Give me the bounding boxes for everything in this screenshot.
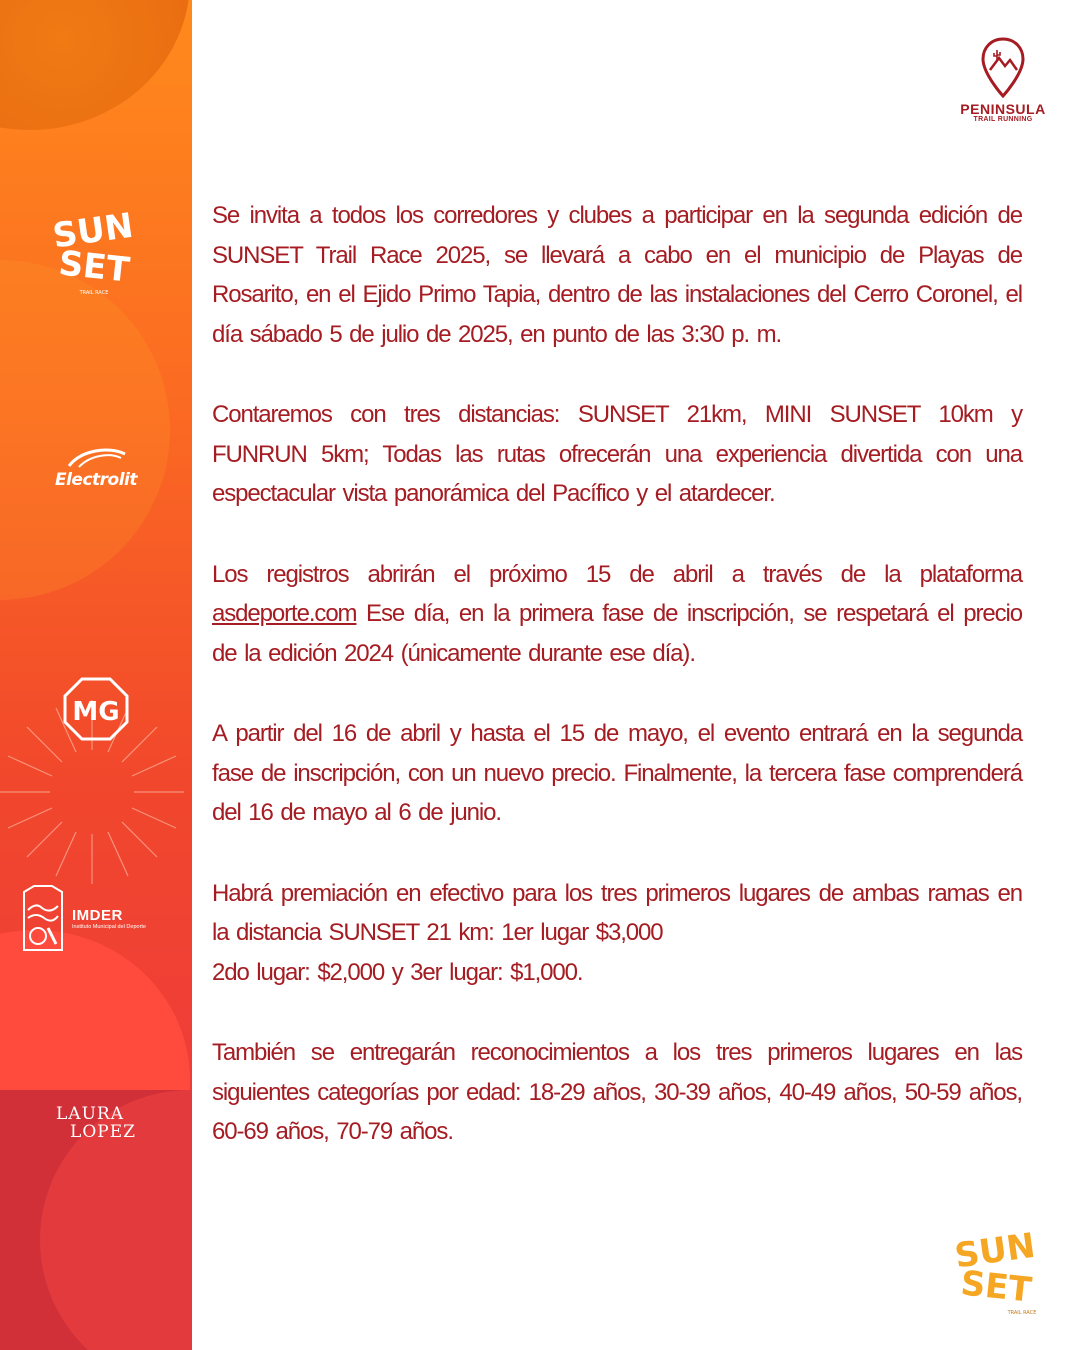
laura-lopez-logo — [30, 1096, 150, 1150]
sunset-footer-line1: SUN — [952, 1225, 1038, 1277]
sunset-footer-tag: TRAIL RACE — [1007, 1310, 1037, 1316]
sponsor-strip — [0, 0, 192, 1350]
laura-lopez-line1: LAURA — [56, 1104, 124, 1124]
sunset-footer-line2: SET — [958, 1263, 1034, 1311]
registration-text-before: Los registros abrirán el próximo 15 de abril a través de la plataforma — [212, 560, 1022, 588]
asdeporte-link[interactable]: asdeporte.com — [212, 600, 357, 627]
sunset-footer-icon — [948, 1218, 1044, 1318]
paragraph-registration — [212, 555, 1022, 674]
imder-subtitle: Instituto Municipal del Deporte — [72, 923, 146, 930]
peninsula-logo — [946, 36, 1060, 132]
decorative-circle — [0, 0, 190, 130]
electrolit-wordmark: Electrolit — [54, 470, 138, 490]
paragraph-distances: Contaremos con tres distancias: SUNSET 21km, MINI SUNSET 10km y FUNRUN 5km; Todas las rutas ofrecerán una experiencia divertida con una espectacular vista panorámica del Pacífico y el atardecer. — [212, 401, 1022, 507]
prizes-line-1: Habrá premiación en efectivo para los tres primeros lugares de ambas ramas en la distancia SUNSET 21 km: 1er lugar $3,000 — [212, 879, 1022, 946]
imder-title: IMDER — [72, 906, 123, 924]
map-pin-icon — [979, 36, 1027, 100]
electrolit-logo — [34, 440, 158, 496]
decorative-circle — [0, 260, 170, 600]
prizes-line-2: 2do lugar: $2,000 y 3er lugar: $1,000. — [212, 958, 583, 986]
imder-logo — [20, 884, 170, 954]
electrolit-swoosh-icon — [61, 446, 131, 468]
sunset-logo-footer — [948, 1218, 1044, 1318]
announcement-body — [212, 196, 1022, 1193]
sunset-logo-line1: SUN — [50, 205, 136, 257]
sunset-logo-line2: SET — [56, 243, 132, 291]
peninsula-subtitle: TRAIL RUNNING — [973, 116, 1033, 123]
paragraph-event-invitation: Se invita a todos los corredores y clubes a participar en la segunda edición de SUNSET Trail Race 2025, se llevará a cabo en el municipio de Playas de Rosarito, en el Ejido Primo Tapia, dentro de las instalaciones del Cerro Coronel, el día sábado 5 de julio de 2025, en punto de las 3:30 p. m. — [212, 202, 1022, 348]
mg-logo — [62, 676, 130, 742]
paragraph-categories: También se entregarán reconocimientos a los tres primeros lugares en las siguientes categorías por edad: 18-29 años, 30-39 años, 40-49 años, 50-59 años, 60-69 años, 70-79 años. — [212, 1039, 1022, 1145]
imder-text-block — [72, 908, 146, 931]
sunset-logo-tag: TRAIL RACE — [79, 290, 109, 296]
laura-lopez-line2: LOPEZ — [70, 1122, 136, 1142]
sunset-logo-icon — [44, 198, 144, 298]
registration-text-after: Ese día, en la primera fase de inscripción, se respetará el precio de la edición 2024 (únicamente durante ese día). — [212, 600, 1022, 667]
mg-octagon-icon — [62, 676, 130, 742]
paragraph-phases: A partir del 16 de abril y hasta el 15 de mayo, el evento entrará en la segunda fase de inscripción, con un nuevo precio. Finalmente, la tercera fase comprenderá del 16 de mayo al 6 de junio. — [212, 720, 1022, 826]
mg-wordmark: MG — [72, 697, 120, 727]
peninsula-wordmark: PENINSULA — [960, 101, 1046, 117]
paragraph-prizes — [212, 874, 1022, 993]
sunset-logo-sponsor — [44, 198, 144, 298]
imder-emblem-icon — [20, 884, 66, 954]
